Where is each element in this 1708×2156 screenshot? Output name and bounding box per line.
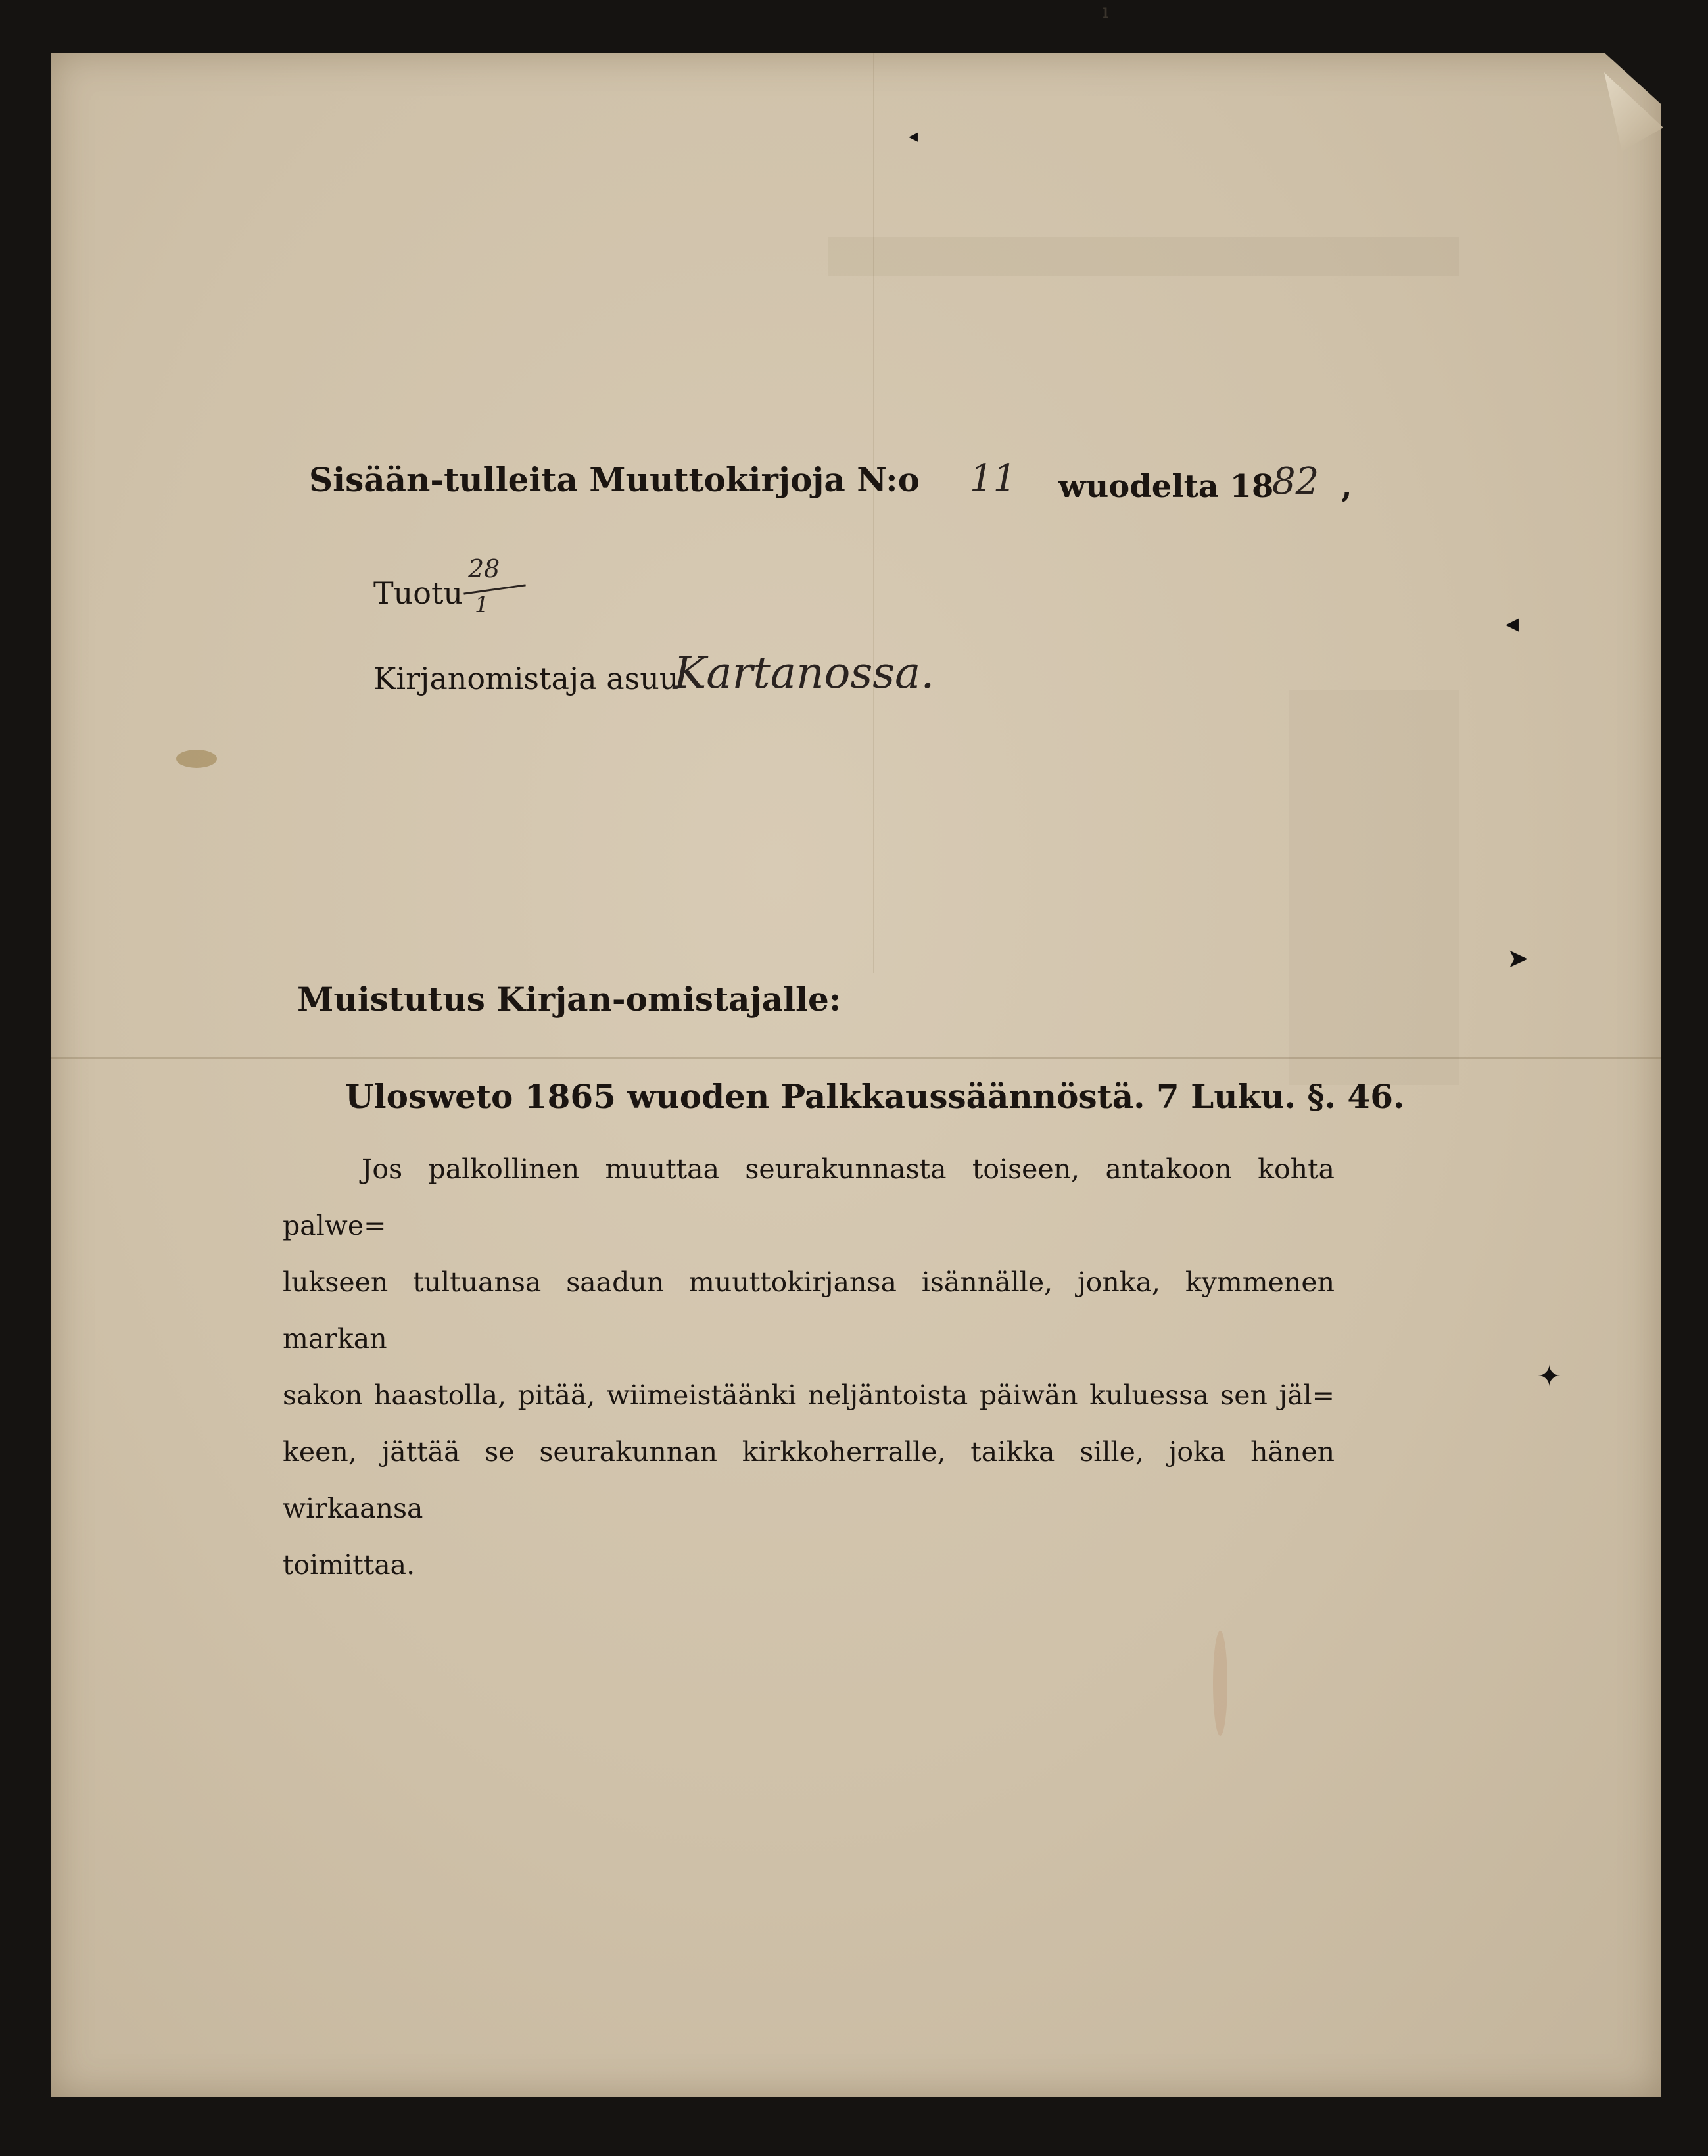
brought-month: 1 bbox=[475, 592, 489, 618]
pin-mark: ✦ bbox=[1537, 1360, 1561, 1393]
header-comma: , bbox=[1341, 468, 1352, 505]
owner-label: Kirjanomistaja asuu bbox=[373, 661, 679, 696]
handwritten-number: 11 bbox=[970, 457, 1017, 500]
paragraph-line: toimittaa. bbox=[283, 1549, 415, 1581]
year-label: wuodelta 18 bbox=[1058, 468, 1274, 505]
paragraph-line: sakon haastolla, pitää, wiimeistäänki neljäntoista päiwän kuluessa sen jäl= bbox=[283, 1379, 1335, 1411]
brought-label: Tuotu bbox=[373, 575, 463, 611]
stain bbox=[176, 750, 217, 768]
reminder-paragraph bbox=[283, 1141, 1335, 1593]
reminder-title: Muistutus Kirjan-omistajalle: bbox=[297, 980, 842, 1018]
stain bbox=[1213, 1631, 1227, 1736]
brought-day: 28 bbox=[468, 554, 500, 583]
form-title: Sisään-tulleita Muuttokirjoja N:o bbox=[309, 460, 920, 499]
paragraph-line: lukseen tultuansa saadun muuttokirjansa isännälle, jonka, kymmenen markan bbox=[283, 1266, 1335, 1354]
show-through-text bbox=[828, 237, 1459, 276]
pin-mark: ◂ bbox=[909, 125, 918, 147]
paragraph-line: keen, jättää se seurakunnan kirkkoherralle, taikka sille, joka hänen wirkaansa bbox=[283, 1436, 1335, 1524]
reminder-subtitle: Ulosweto 1865 wuoden Palkkaussäännöstä. 7 Luku. §. 46. bbox=[345, 1077, 1405, 1116]
show-through-text bbox=[1289, 690, 1459, 1085]
handwritten-year: 82 bbox=[1272, 460, 1319, 503]
pin-mark: ◂ bbox=[1506, 608, 1519, 638]
vertical-fold-crease bbox=[873, 53, 874, 973]
pin-mark: ➤ bbox=[1507, 944, 1529, 974]
owner-place: Kartanossa. bbox=[674, 648, 935, 698]
paragraph-line: Jos palkollinen muuttaa seurakunnasta toiseen, antakoon kohta palwe= bbox=[283, 1153, 1335, 1241]
pin-mark: ı bbox=[1103, 0, 1109, 23]
